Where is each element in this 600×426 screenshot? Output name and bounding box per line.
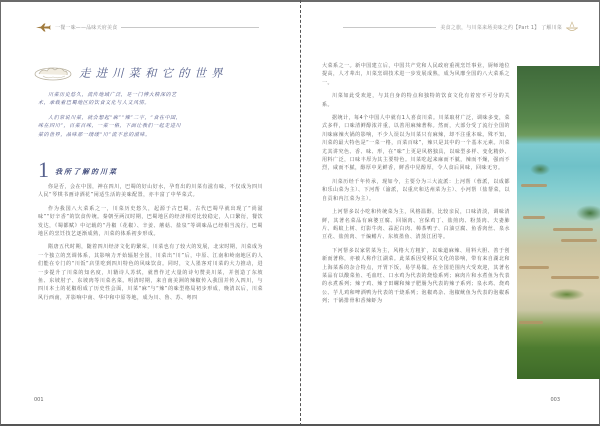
body-paragraph: 下河帮多以家常菜为主，风格大方粗犷，以味道麻辣、用料大胆、善于创新而著称，亦被人称作江湖菜。此菜系因受移民文化的影响，带有来自湖北和上海菜系的杂合特点，开胃下饭，易学易做，在全国范围内大受欢迎，其著名菜品有以酸菜鱼、毛血旺、口水鸡为代表的烧烩系列；麻肉片和水煮鱼为代表的水煮系列；辣子鸡、辣子田螺和辣子肥肠为代表的辣子系列；泉水鸡、烧鸡公、芋儿鸡和啤酒鸭为代表的干烧系列；泡椒鸡杂、泡椒鱿鱼为代表的泡椒系列；干锅排骨和香辣虾为 (322, 247, 510, 305)
chapter-intro (38, 91, 186, 145)
body-paragraph: 川菜历经千年传承，现如今，主要分为三大流派：上河帮（蓉派，以成都和乐山菜为主）、下河帮（渝派，以重庆和达州菜为主）、小河帮（盐帮菜，以自贡和内江菜为主）。 (322, 178, 510, 202)
chapter-title (33, 64, 228, 82)
photo-terrace-detail (523, 216, 545, 219)
section-heading (38, 157, 118, 182)
photo-terrace-detail (521, 184, 547, 187)
landscape-photo (517, 66, 600, 379)
section-number: 1 (38, 157, 49, 182)
intro-paragraph: 川菜历史悠久，流传地域广泛，是一门博大精深的艺术，承载着巴蜀地区的饮食文化与人文风情。 (38, 92, 177, 107)
header-rule (121, 27, 259, 28)
photo-terrace-detail (519, 266, 549, 269)
page-number: 001 (34, 397, 44, 403)
body-paragraph: 你是否，会在中国，神在四川，巴蜀的好山好水，孕育出的川菜有滋有味，不仅成为四川人民“琴棋书画诗酒花”闲适生活的美味配置，亦丰富了中华菜式。 (38, 184, 263, 199)
bowl-icon (565, 21, 579, 33)
body-paragraph: 作为我国八大菜系之一，川菜历史悠久，起源于古巴蜀，古代巴蜀早就出现了“尚滋味”“好辛香”的饮食传统。秦朝至两汉时期，巴蜀地区的经济相对比较稳定，人口繁衍，餐饮发达，《蜀都赋》中记载的“丹椒（花椒）、辛姜、蘑菇、盐泉”等调味品已经相当流行，巴蜀地区的烹饪技艺逐渐成熟，川菜的体系初步形成。 (38, 205, 263, 238)
body-paragraph: 据统计，每4个中国人中就有1人喜食川菜。川菜取材广泛，调味多变，菜式多样，口味清鲜醇浓并重，以善用麻辣著称。然而，大部分受了流行全国的川味麻辣火锅的影响，不少人误以为川菜只有麻辣，却不注重本味。殊不知，川菜的最大特色是“一菜一格，百菜百味”，辣只是其中的一个基本元素。川菜尤其讲究色、香、味、形，在“味”上更是风格独具，以味型多样、变化精妙、用料广泛，口味丰厚为其主要特色。川菜吃起来麻而不腻，辣而不燥，强而不烈，咸而不腻，醇厚中见鲜香，鲜香中见醇厚，令人食后回味，回味无穷。 (322, 115, 510, 172)
intro-paragraph: 人们常说川菜，就会想起“麻”“辣”二字，“食在中国，味在四川”，百菜百味，一菜一格，下面让我们一起走进川菜的世界，品味那一缕缕“川”流不息的滋味。 (38, 114, 182, 138)
photo-terrace-detail (553, 228, 593, 231)
photo-terrace-detail (561, 239, 597, 242)
running-header-text: 一餐一味——品味天府美食 (55, 24, 118, 31)
auspicious-cloud-icon (33, 64, 73, 82)
right-page (301, 0, 600, 426)
body-paragraph: 隋唐五代时期，随着四川经济文化的繁荣，川菜也有了较大的发展，北宋时期，川菜成为一个独立的烹调体系，其影响力开始辐射全国，川菜出“川”后，中原、江南和岭南地区的人们能在专门的“川饭”店里吃到四川特色的风味饮食。同时，文人墨客对川菜的大力推动，进一步提升了川菜的知名度，川籍诗人苏轼，就曾作过大量的诗句赞美川菜，并创造了东坡鱼、东坡肘子、东坡肉等川菜名菜。明清时期，来自南美洲的辣椒传入我国并传入四川，与四川本土的花椒组成了历史性会面，川菜“麻”与“辣”的味型格局初步形成，晚清以后，川菜风行西南，并影响中南、华中和中原等地，成为川、鲁、苏、粤四 (38, 244, 263, 301)
section-title: 我所了解的川菜 (55, 167, 118, 176)
body-paragraph: 大菜系之一。新中国建立后，中国共产党和人民政府重视烹饪事业，厨师地位提高，人才辈出，川菜烹调技术进一步发展成熟，成为风靡全国的八大菜系之一。 (322, 63, 510, 86)
right-running-header (339, 22, 579, 32)
right-body-text (322, 62, 510, 311)
left-running-header (35, 22, 263, 32)
body-paragraph: 川菜如此受欢迎，与其自身的特点和独特的饮食文化有着密不可分的关系。 (322, 93, 510, 108)
body-paragraph: 上河帮多以小吃和传统菜为主，风格温醇，比较亲民，口味清淡，调味清鲜，其著名菜品有麻婆豆腐、回锅肉、宫保鸡丁、盐煎肉、粉蒸肉、夫妻肺片、蚂蚁上树、灯影牛肉、蒜泥白肉、樟茶鸭子、白油豆腐、鱼香肉丝、泉水豆花、盐煎肉、干煸鳝片、东坡墨鱼、清蒸江团等。 (322, 209, 510, 241)
photo-terrace-detail (551, 276, 599, 279)
left-body-text (38, 183, 263, 307)
running-header-text: 美食之旅，与川菜来场美味之约【Part 1】 了解川菜 (440, 24, 562, 31)
chapter-title-text: 走进川菜和它的世界 (79, 66, 228, 80)
photo-terrace-detail (519, 321, 543, 324)
header-rule (343, 27, 436, 28)
page-number: 003 (550, 397, 560, 403)
airplane-icon (35, 23, 51, 32)
